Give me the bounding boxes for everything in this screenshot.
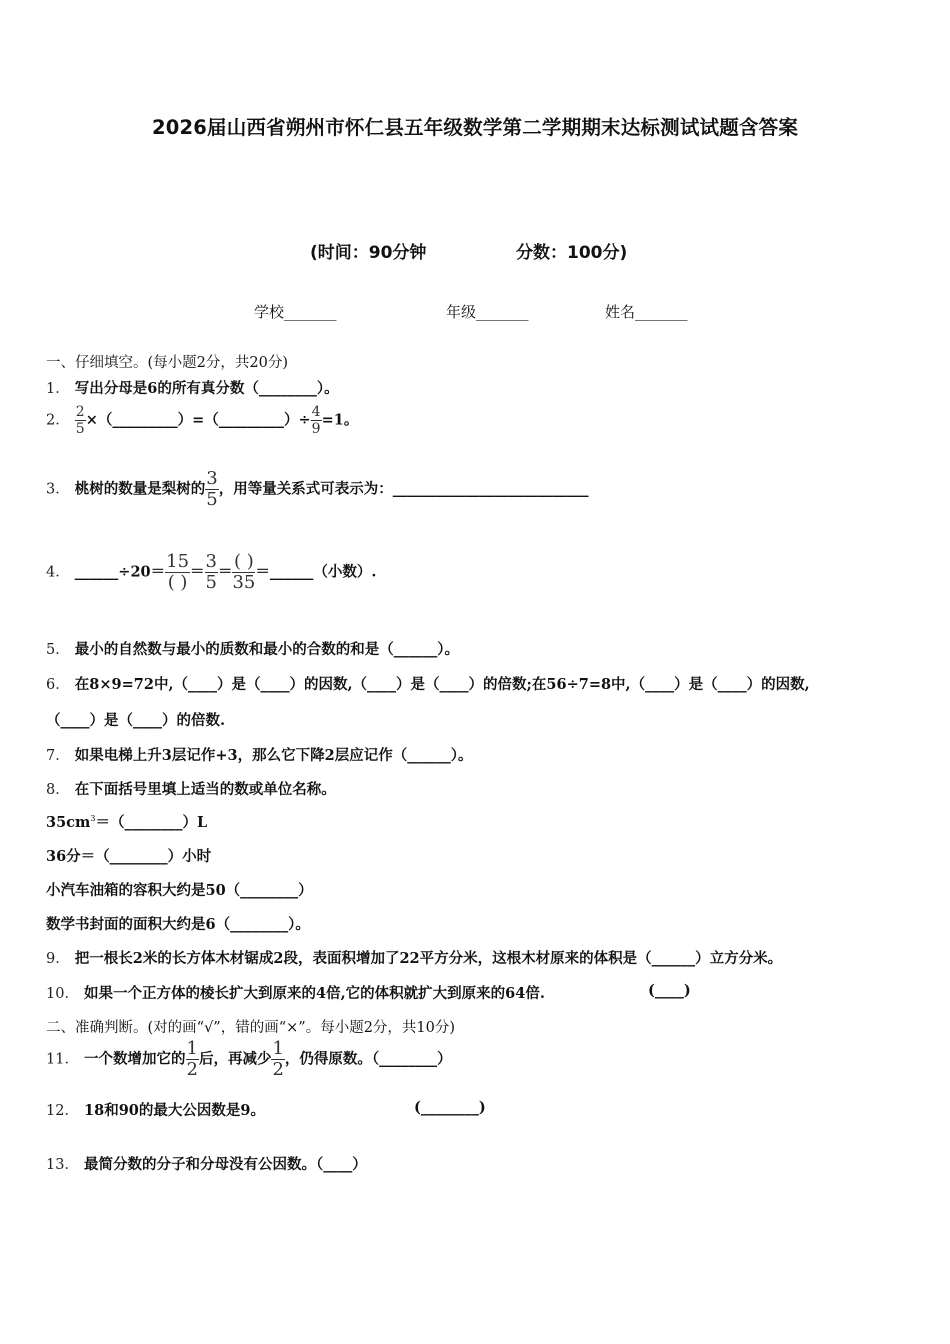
question-number: 11． bbox=[46, 1051, 79, 1068]
question-6-cont: （____）是（____）的倍数. bbox=[46, 712, 226, 729]
fraction: $\frac{15}{( )}$ bbox=[166, 551, 190, 593]
question-text: 18和90的最大公因数是9。 bbox=[84, 1102, 265, 1119]
fraction: $\frac{3}{5}$ bbox=[205, 551, 217, 593]
question-tail: ，仍得原数。（________） bbox=[284, 1050, 452, 1068]
question-text: 写出分母是6的所有真分数（________）。 bbox=[74, 380, 339, 397]
page-title: 2026届山西省朔州市怀仁县五年级数学第二学期期末达标测试试题含答案 bbox=[151, 116, 799, 139]
school-field[interactable]: 学校_______ bbox=[254, 303, 337, 321]
question-8 bbox=[46, 778, 336, 799]
question-text: 在8×9=72中,（____）是（____）的因数,（____）是（____）的倍数;在56÷7=8中,（____）是（____）的因数, bbox=[74, 676, 810, 693]
section-1-heading: 一、仔细填空。(每小题2分，共20分) bbox=[46, 355, 288, 371]
question-text: 如果一个正方体的棱长扩大到原来的4倍,它的体积就扩大到原来的64倍. bbox=[84, 985, 545, 1002]
question-number: 5． bbox=[46, 642, 70, 658]
question-number: 9． bbox=[46, 951, 70, 967]
exam-score: 分数：100分) bbox=[516, 243, 628, 263]
question-13 bbox=[46, 1153, 367, 1174]
question-tail: ，用等量关系式可表示为：___________________________ bbox=[218, 480, 589, 498]
question-text: 在下面括号里填上适当的数或单位名称。 bbox=[74, 781, 336, 798]
question-number: 7． bbox=[46, 748, 70, 764]
exam-time: (时间：90分钟 bbox=[310, 243, 427, 263]
question-text: 如果电梯上升3层记作+3，那么它下降2层应记作（______）。 bbox=[74, 747, 473, 764]
question-number: 12． bbox=[46, 1103, 79, 1119]
question-text: ______÷20＝ bbox=[74, 563, 166, 581]
section-2-heading: 二、准确判断。(对的画“√”，错的画“×”。每小题2分，共10分) bbox=[46, 1020, 456, 1036]
grade-field[interactable]: 年级_______ bbox=[446, 303, 529, 321]
question-number: 4． bbox=[46, 564, 70, 581]
question-text: 把一根长2米的长方体木材锯成2段，表面积增加了22平方分米，这根木材原来的体积是（______）立方分米。 bbox=[74, 950, 783, 967]
question-1 bbox=[46, 377, 339, 398]
question-2 bbox=[46, 405, 358, 436]
question-8-line-4: 数学书封面的面积大约是6（________）。 bbox=[46, 916, 310, 933]
question-text: ×（_________）=（_________）÷ bbox=[85, 411, 311, 429]
fraction: $\frac{4}{9}$ bbox=[311, 404, 321, 437]
question-5 bbox=[46, 638, 459, 659]
question-8-line-1: $35cm^3=(\_\_\_\_\_\_\_\_)L$ bbox=[46, 814, 208, 831]
question-9 bbox=[46, 947, 782, 968]
question-tail: =1。 bbox=[321, 411, 359, 429]
question-number: 6． bbox=[46, 677, 70, 693]
name-field[interactable]: 姓名_______ bbox=[605, 303, 688, 321]
question-10 bbox=[46, 982, 545, 1003]
question-7 bbox=[46, 744, 472, 765]
question-text: 桃树的数量是梨树的 bbox=[74, 480, 206, 498]
fraction: $\frac{( )}{35}$ bbox=[232, 551, 256, 593]
question-12 bbox=[46, 1099, 265, 1120]
question-number: 2． bbox=[46, 412, 70, 429]
question-4: 4． ______÷20＝ $\frac{15}{( )}$ ＝ $\frac{3}{5}$ ＝ $\frac{( )}{35}$ ＝______（小数）. bbox=[46, 551, 377, 593]
question-tail: ＝______（小数）. bbox=[255, 563, 377, 581]
fraction: $\frac{1}{2}$ bbox=[186, 1038, 198, 1080]
fraction: $\frac{2}{5}$ bbox=[75, 404, 85, 437]
question-11: 11． 一个数增加它的 $\frac{1}{2}$ 后，再减少 $\frac{1}{2}$ ，仍得原数。（________） bbox=[46, 1038, 452, 1080]
fraction: $\frac{1}{2}$ bbox=[272, 1038, 284, 1080]
fraction: $\frac{3}{5}$ bbox=[206, 468, 218, 510]
question-number: 8． bbox=[46, 782, 70, 798]
question-number: 13． bbox=[46, 1157, 79, 1173]
question-number: 1． bbox=[46, 381, 70, 397]
question-8-line-2: 36分＝（________）小时 bbox=[46, 848, 212, 865]
question-6 bbox=[46, 673, 810, 694]
answer-blank[interactable]: (____) bbox=[648, 982, 691, 999]
answer-blank[interactable]: (________) bbox=[414, 1099, 486, 1116]
question-number: 10． bbox=[46, 986, 79, 1002]
question-3 bbox=[46, 470, 589, 509]
question-number: 3． bbox=[46, 481, 70, 498]
question-text: 最小的自然数与最小的质数和最小的合数的和是（______）。 bbox=[74, 641, 460, 658]
question-text: 最简分数的分子和分母没有公因数。（____） bbox=[84, 1156, 367, 1173]
question-text: 一个数增加它的 bbox=[84, 1050, 186, 1068]
question-8-line-3: 小汽车油箱的容积大约是50（________） bbox=[46, 882, 313, 899]
